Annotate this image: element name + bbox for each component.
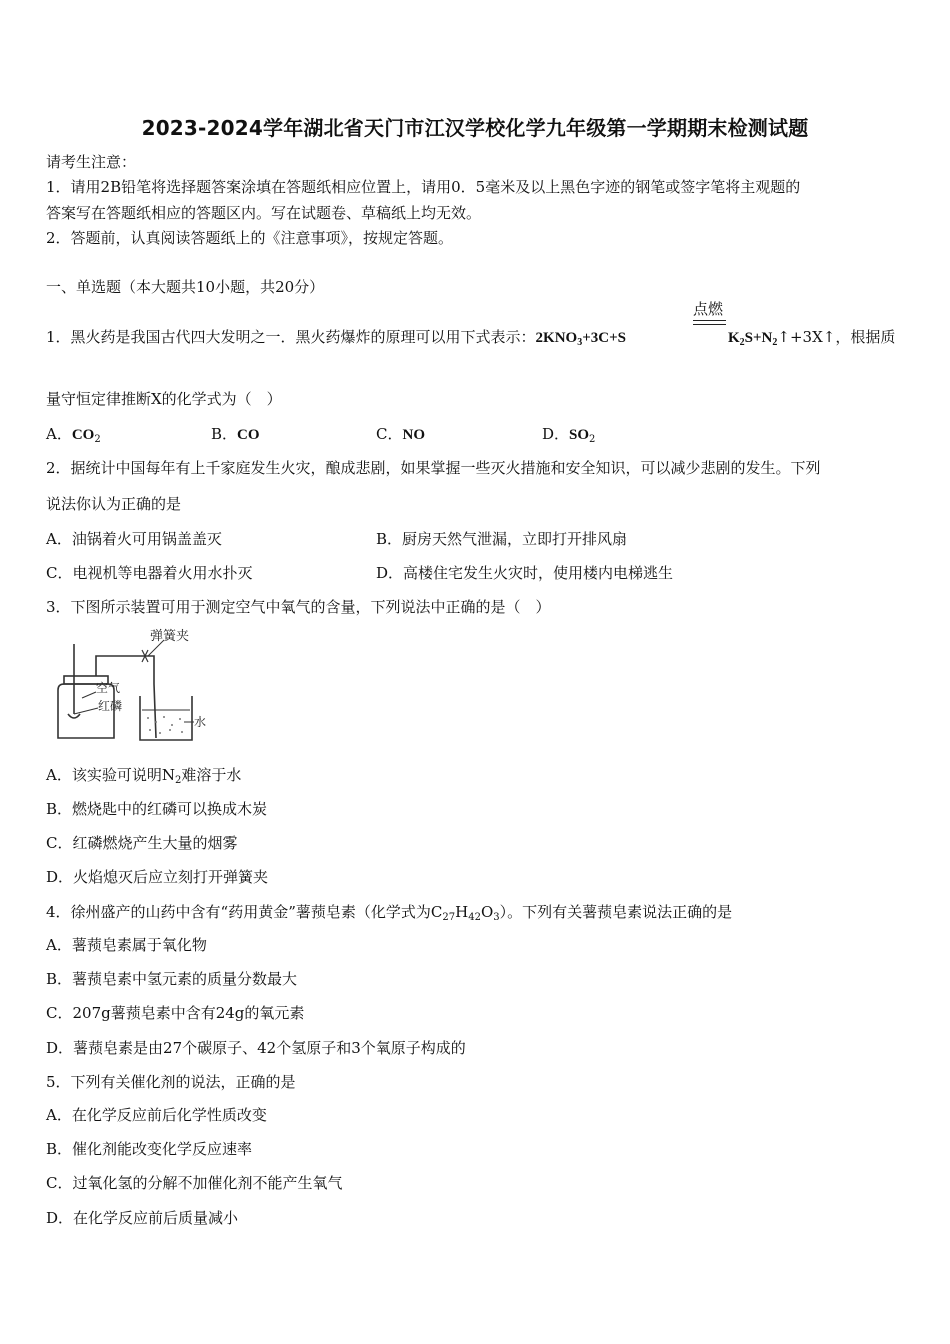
q1-reactants: $2KNO_3+3C+S$ [535, 330, 626, 348]
q3-option-a[interactable]: A．该实验可说明$N_2$难溶于水 [46, 766, 242, 786]
water-dots [147, 716, 183, 734]
spoon [68, 714, 80, 718]
page-title: 2023-2024学年湖北省天门市江汉学校化学九年级第一学期期末检测试题 [141, 116, 809, 140]
delivery-tube [96, 656, 156, 738]
q5-option-c[interactable]: C．过氧化氢的分解不加催化剂不能产生氧气 [46, 1174, 343, 1192]
label-air: 空气 [96, 681, 121, 695]
q1-stem-cont: 量守恒定律推断X的化学式为（ ） [46, 390, 282, 408]
q3-stem: 3．下图所示装置可用于测定空气中氧气的含量，下列说法中正确的是（ ） [46, 598, 551, 616]
q3-option-c[interactable]: C．红磷燃烧产生大量的烟雾 [46, 834, 238, 852]
q2-stem: 2．据统计中国每年有上千家庭发生火灾，酿成悲剧，如果掌握一些灭火措施和安全知识，可以减少悲剧的发生。下列 [46, 459, 821, 477]
q5-option-a[interactable]: A．在化学反应前后化学性质改变 [46, 1106, 267, 1124]
q1-stem [46, 328, 626, 347]
q5-option-d[interactable]: D．在化学反应前后质量减小 [46, 1209, 239, 1227]
label-clamp: 弹簧夹 [150, 629, 190, 644]
notice-item-2: 2．答题前，认真阅读答题纸上的《注意事项》，按规定答题。 [46, 229, 454, 247]
q2-option-d[interactable]: D．高楼住宅发生火灾时，使用楼内电梯逃生 [376, 564, 674, 582]
q4-option-b[interactable]: B．薯蓣皂素中氢元素的质量分数最大 [46, 970, 298, 988]
q1-option-c[interactable]: C．NO [376, 425, 425, 443]
notice-heading: 请考生注意： [46, 153, 137, 171]
q1-option-d[interactable]: D．$SO_2$ [542, 425, 596, 445]
q1-products: $K_2S+N_2↑+3X↑$，根据质 [728, 328, 896, 348]
q5-option-b[interactable]: B．催化剂能改变化学反应速率 [46, 1140, 253, 1158]
q3-option-b[interactable]: B．燃烧匙中的红磷可以换成木炭 [46, 800, 268, 818]
q2-option-b[interactable]: B．厨房天然气泄漏，立即打开排风扇 [376, 530, 628, 548]
q5-stem: 5．下列有关催化剂的说法，正确的是 [46, 1073, 296, 1091]
apparatus-figure [44, 626, 207, 744]
q4-option-d[interactable]: D．薯蓣皂素是由27个碳原子、42个氢原子和3个氧原子构成的 [46, 1039, 466, 1057]
q1-option-b[interactable]: B．CO [211, 425, 260, 443]
q1-option-a[interactable]: A．$CO_2$ [46, 425, 101, 445]
notice-item-1: 1．请用2B铅笔将选择题答案涂填在答题纸相应位置上，请用0．5毫米及以上黑色字迹的钢笔或签字笔将主观题的 [46, 178, 801, 196]
notice-item-1-cont: 答案写在答题纸相应的答题区内。写在试题卷、草稿纸上均无效。 [46, 204, 482, 222]
q1-equals-sign [693, 320, 726, 325]
q2-stem-cont: 说法你认为正确的是 [46, 495, 182, 513]
q1-reaction-condition: 点燃 [693, 300, 724, 318]
q4-stem: 4．徐州盛产的山药中含有“药用黄金”薯蓣皂素（化学式为$C_{27}H_{42}O_3$）。下列有关薯蓣皂素说法正确的是 [46, 903, 733, 923]
q4-option-c[interactable]: C．207g薯蓣皂素中含有24g的氧元素 [46, 1004, 305, 1022]
q3-option-d[interactable]: D．火焰熄灭后应立刻打开弹簧夹 [46, 868, 269, 886]
q1-stem-text: 1．黑火药是我国古代四大发明之一．黑火药爆炸的原理可以用下式表示： [46, 328, 536, 346]
section-heading: 一、单选题（本大题共10小题，共20分） [46, 278, 325, 296]
label-water: 水 [194, 715, 207, 729]
q2-option-c[interactable]: C．电视机等电器着火用水扑灭 [46, 564, 253, 582]
q4-option-a[interactable]: A．薯蓣皂素属于氧化物 [46, 936, 207, 954]
q2-option-a[interactable]: A．油锅着火可用锅盖盖灭 [46, 530, 222, 548]
label-red-phosphorus: 红磷 [98, 699, 123, 713]
